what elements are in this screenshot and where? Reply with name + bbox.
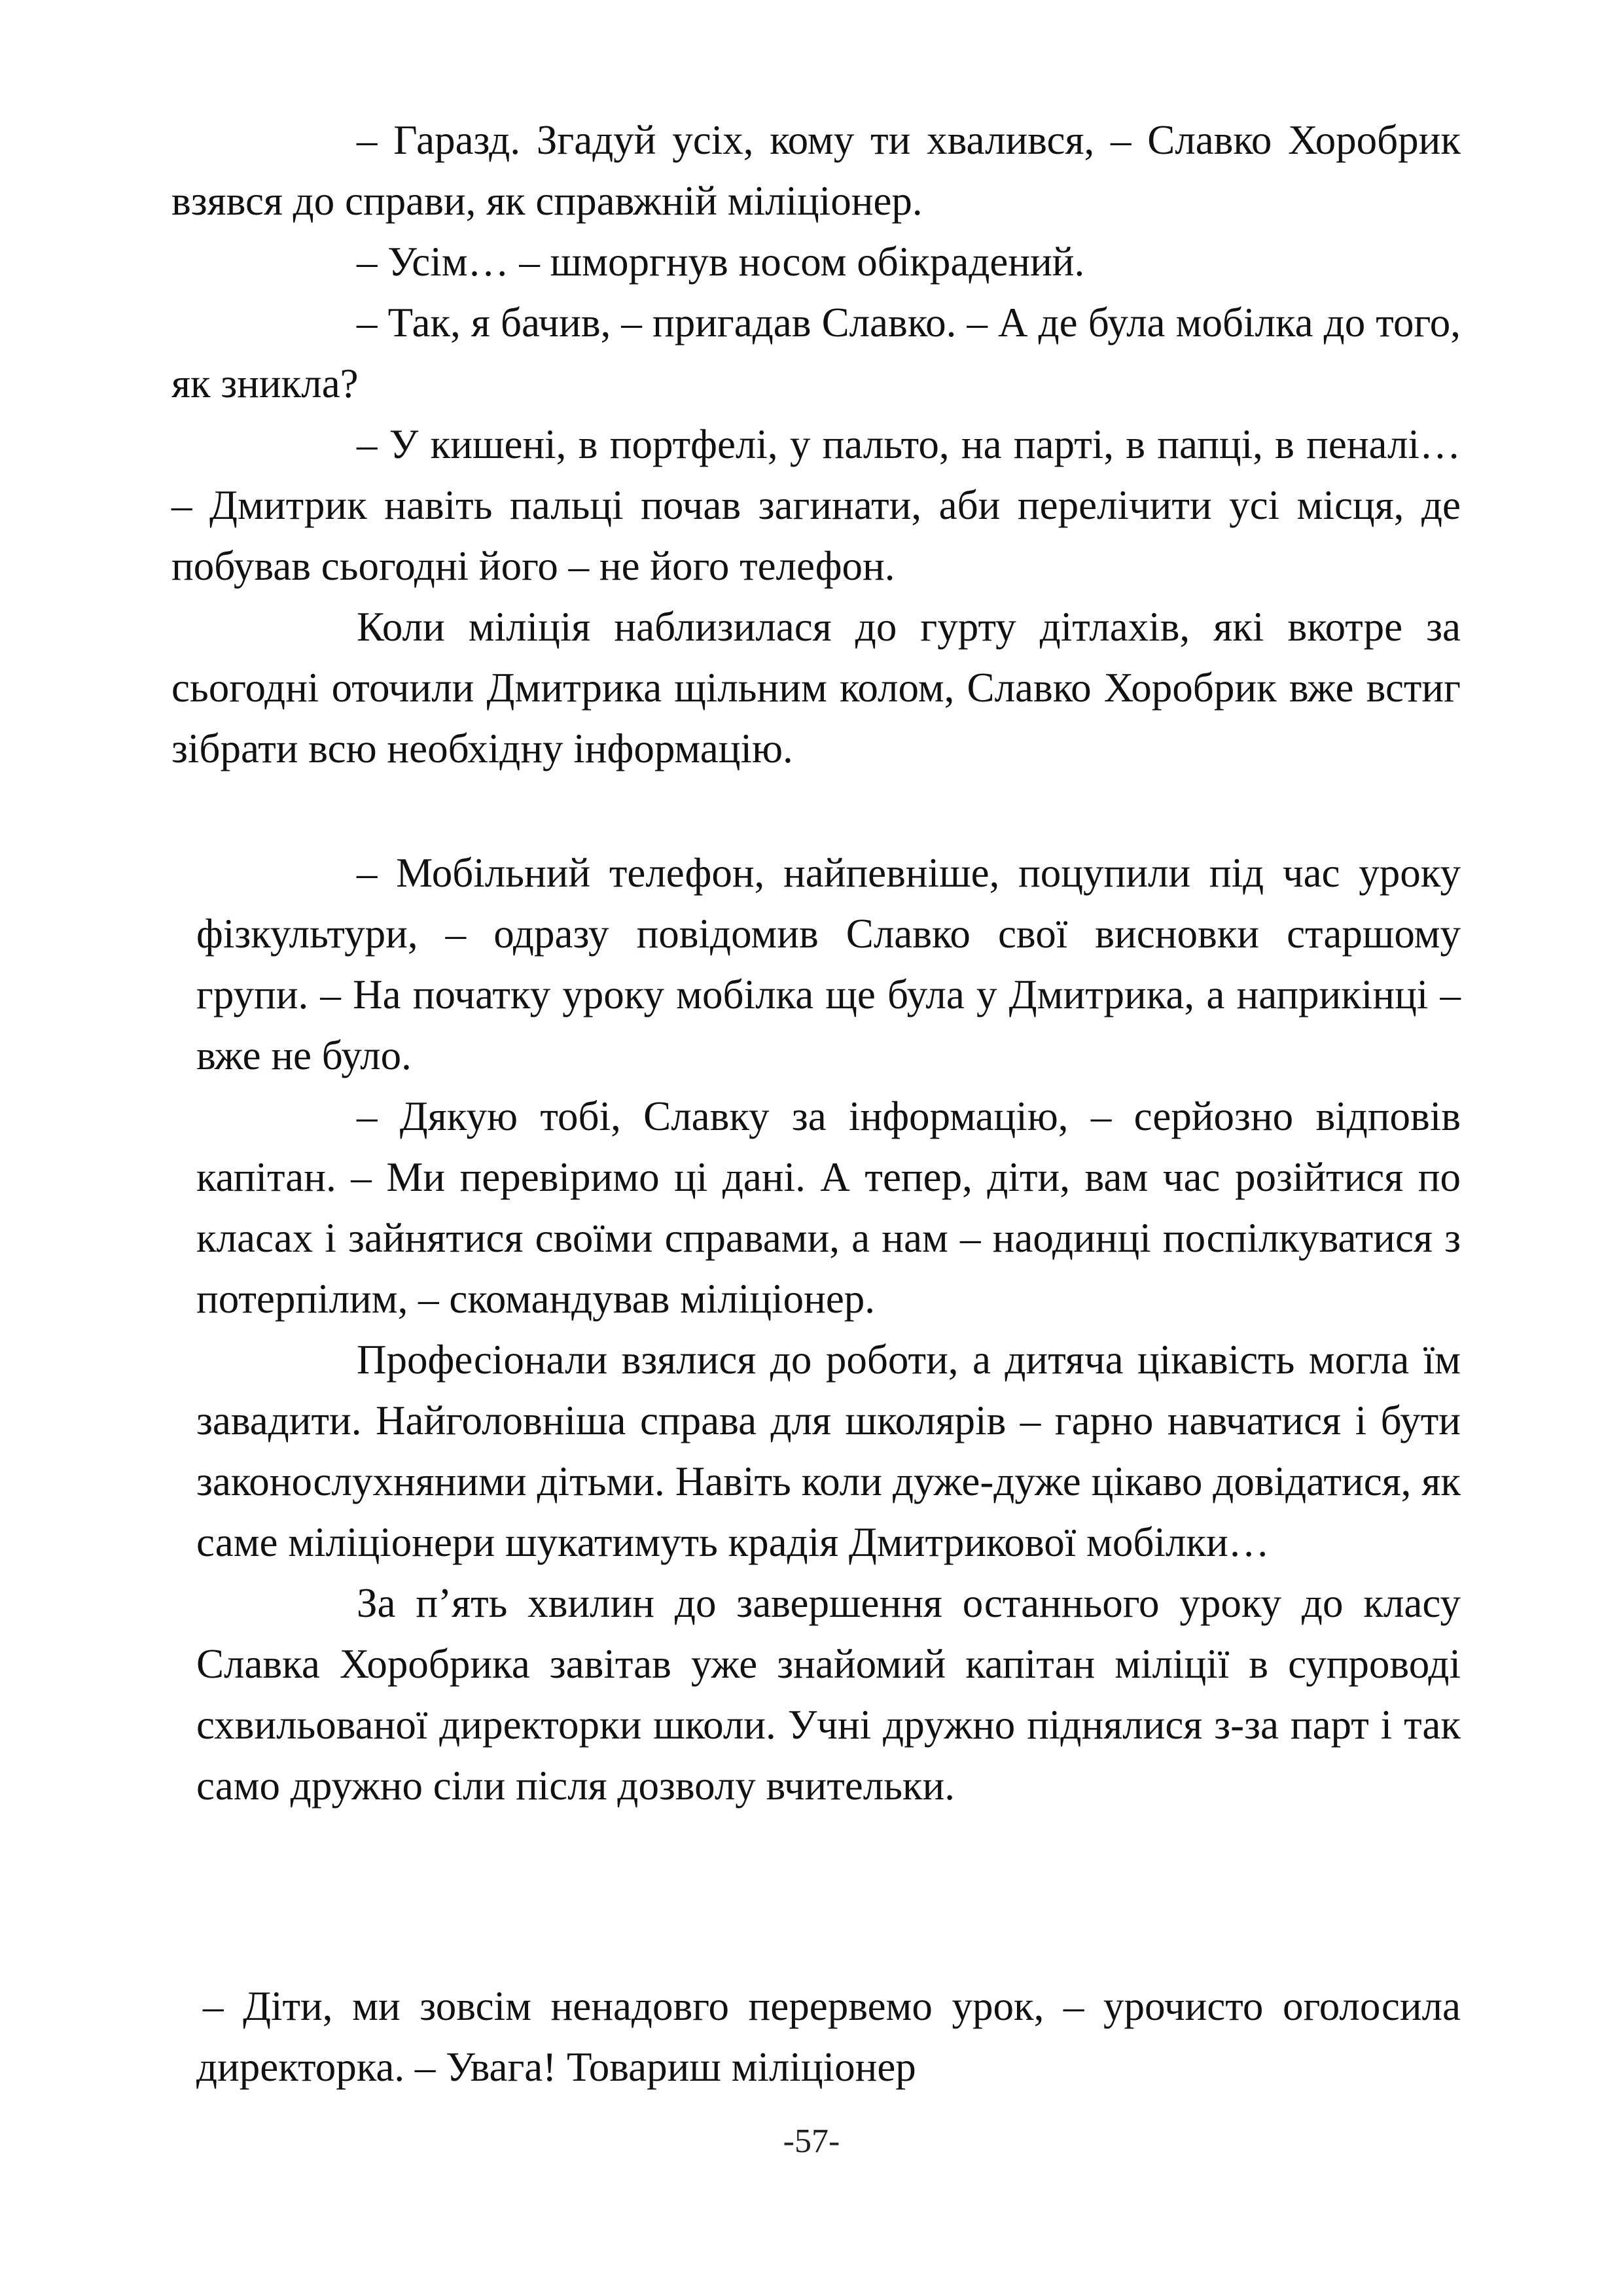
paragraph: – Так, я бачив, – пригадав Славко. – А де була мобілка до того, як зникла? [171,300,1461,406]
paragraph: Коли міліція наблизилася до гурту дітлахів, які вкотре за сьогодні оточили Дмитрика щільним колом, Славко Хоробрик вже встиг зібрати всю необхідну інформацію. [171,604,1461,771]
text-block-middle [196,843,1461,1816]
paragraph: – Дякую тобі, Славку за інформацію, – серйозно відповів капітан. – Ми перевіримо ці дані. А тепер, діти, вам час розійтися по класах і зайнятися своїми справами, а нам – наодинці поспілкуватися з потерпілим, – скомандував міліціонер. [196,1093,1461,1322]
paragraph: – Діти, ми зовсім ненадовго перервемо урок, – урочисто оголосила директорка. – Увага! Товариш міліціонер [196,1983,1461,2090]
paragraph: – Гаразд. Згадуй усіх, кому ти хвалився, – Славко Хоробрик взявся до справи, як справжній міліціонер. [171,117,1461,224]
paragraph: – У кишені, в портфелі, у пальто, на парті, в папці, в пеналі… – Дмитрик навіть пальці почав загинати, аби перелічити усі місця, де побував сьогодні його – не його телефон. [171,421,1461,589]
paragraph: Професіонали взялися до роботи, а дитяча цікавість могла їм завадити. Найголовніша справа для школярів – гарно навчатися і бути законослухняними дітьми. Навіть коли дуже-дуже цікаво довідатися, як саме міліціонери шукатимуть крадія Дмитрикової мобілки… [196,1337,1461,1565]
page-number: -57- [783,2123,840,2160]
paragraph: – Мобільний телефон, найпевніше, поцупили під час уроку фізкультури, – одразу повідомив Славко свої висновки старшому групи. – На початку уроку мобілка ще була у Дмитрика, а наприкінці – вже не було. [196,850,1461,1078]
paragraph: За п’ять хвилин до завершення останнього уроку до класу Славка Хоробрика завітав уже знайомий капітан міліції в супроводі схвильованої директорки школи. Учні дружно піднялися з-за парт і так само дружно сіли після дозволу вчительки. [196,1580,1461,1809]
text-block-top [171,110,1461,779]
paragraph: – Усім… – шморгнув носом обікрадений. [357,239,1085,285]
text-block-bottom [196,1976,1461,2098]
